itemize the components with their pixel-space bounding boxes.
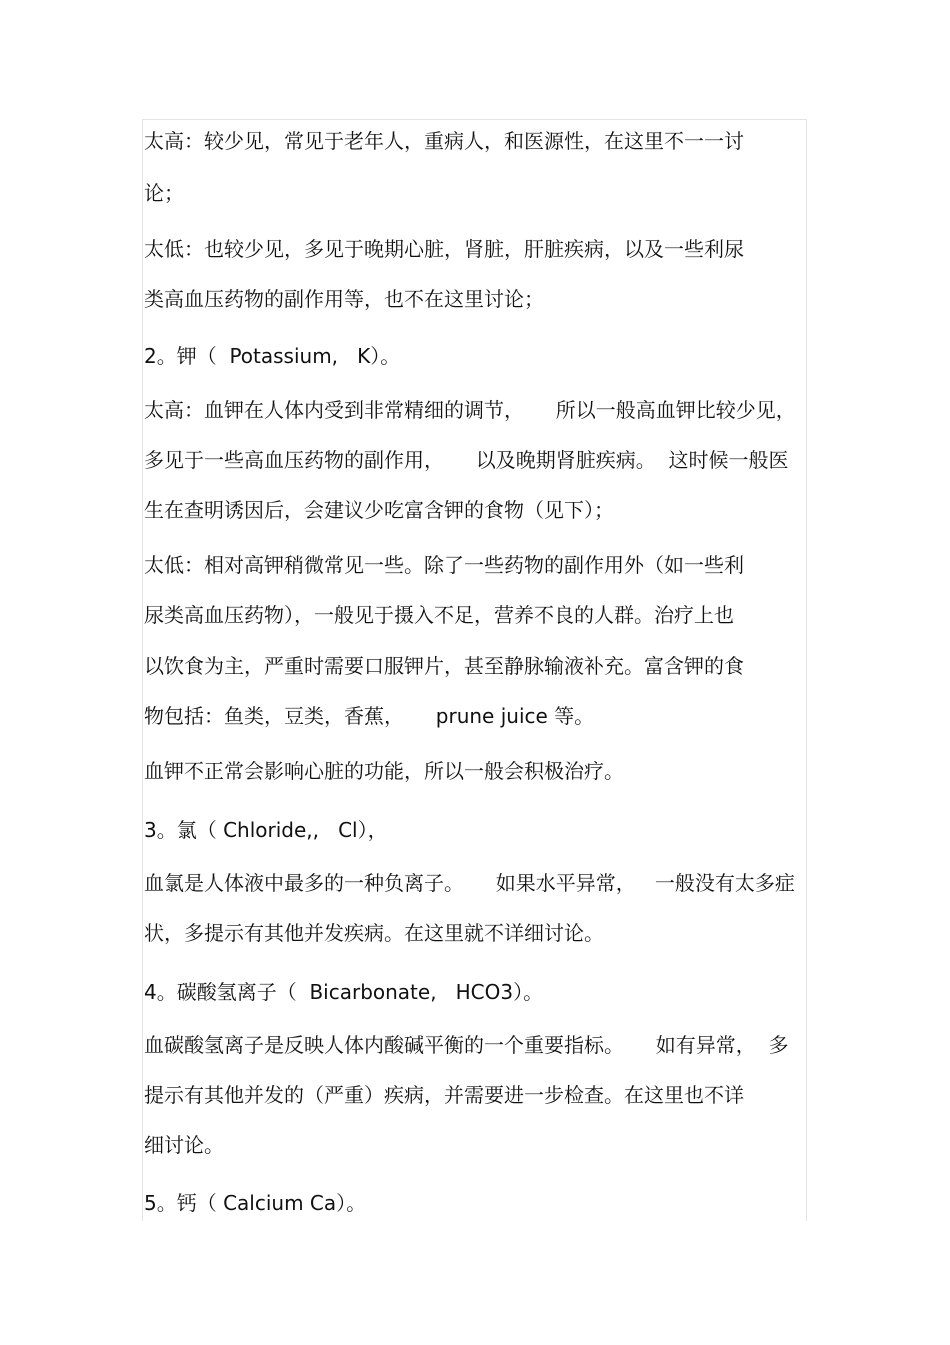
- text-line: 血碳酸氢离子是反映人体内酸碱平衡的一个重要指标。 如有异常， 多: [144, 1033, 789, 1057]
- text-line: 类高血压药物的副作用等，也不在这里讨论；: [144, 287, 544, 311]
- text-line: 太高：血钾在人体内受到非常精细的调节， 所以一般高血钾比较少见，: [144, 398, 796, 422]
- text-line: 尿类高血压药物），一般见于摄入不足，营养不良的人群。治疗上也: [144, 603, 734, 627]
- text-line: 血氯是人体液中最多的一种负离子。 如果水平异常， 一般没有太多症: [144, 871, 795, 895]
- text-line: 生在查明诱因后，会建议少吃富含钾的食物（见下）；: [144, 498, 614, 522]
- text-line: 太高：较少见，常见于老年人，重病人，和医源性，在这里不一一讨: [144, 129, 744, 153]
- text-line: 状，多提示有其他并发疾病。在这里就不详细讨论。: [144, 921, 604, 945]
- text-line: 多见于一些高血压药物的副作用， 以及晚期肾脏疾病。 这时候一般医: [144, 448, 789, 472]
- section-heading: 5。钙（ Calcium Ca）。: [144, 1191, 367, 1215]
- text-line: 血钾不正常会影响心脏的功能，所以一般会积极治疗。: [144, 759, 624, 783]
- text-line: 太低：也较少见，多见于晚期心脏，肾脏，肝脏疾病，以及一些利尿: [144, 237, 744, 261]
- text-line: 太低：相对高钾稍微常见一些。除了一些药物的副作用外（如一些利: [144, 553, 744, 577]
- text-line: 以饮食为主，严重时需要口服钾片，甚至静脉输液补充。富含钾的食: [144, 654, 744, 678]
- section-heading: 2。钾（ Potassium, K）。: [144, 344, 401, 368]
- text-line: 细讨论。: [144, 1133, 224, 1157]
- text-line: 提示有其他并发的（严重）疾病，并需要进一步检查。在这里也不详: [144, 1083, 744, 1107]
- section-heading: 4。碳酸氢离子（ Bicarbonate, HCO3）。: [144, 980, 544, 1004]
- section-heading: 3。氯（ Chloride,, Cl），: [144, 818, 388, 842]
- text-line: 论；: [144, 181, 184, 205]
- text-line: 物包括：鱼类，豆类，香蕉， prune juice 等。: [144, 704, 595, 728]
